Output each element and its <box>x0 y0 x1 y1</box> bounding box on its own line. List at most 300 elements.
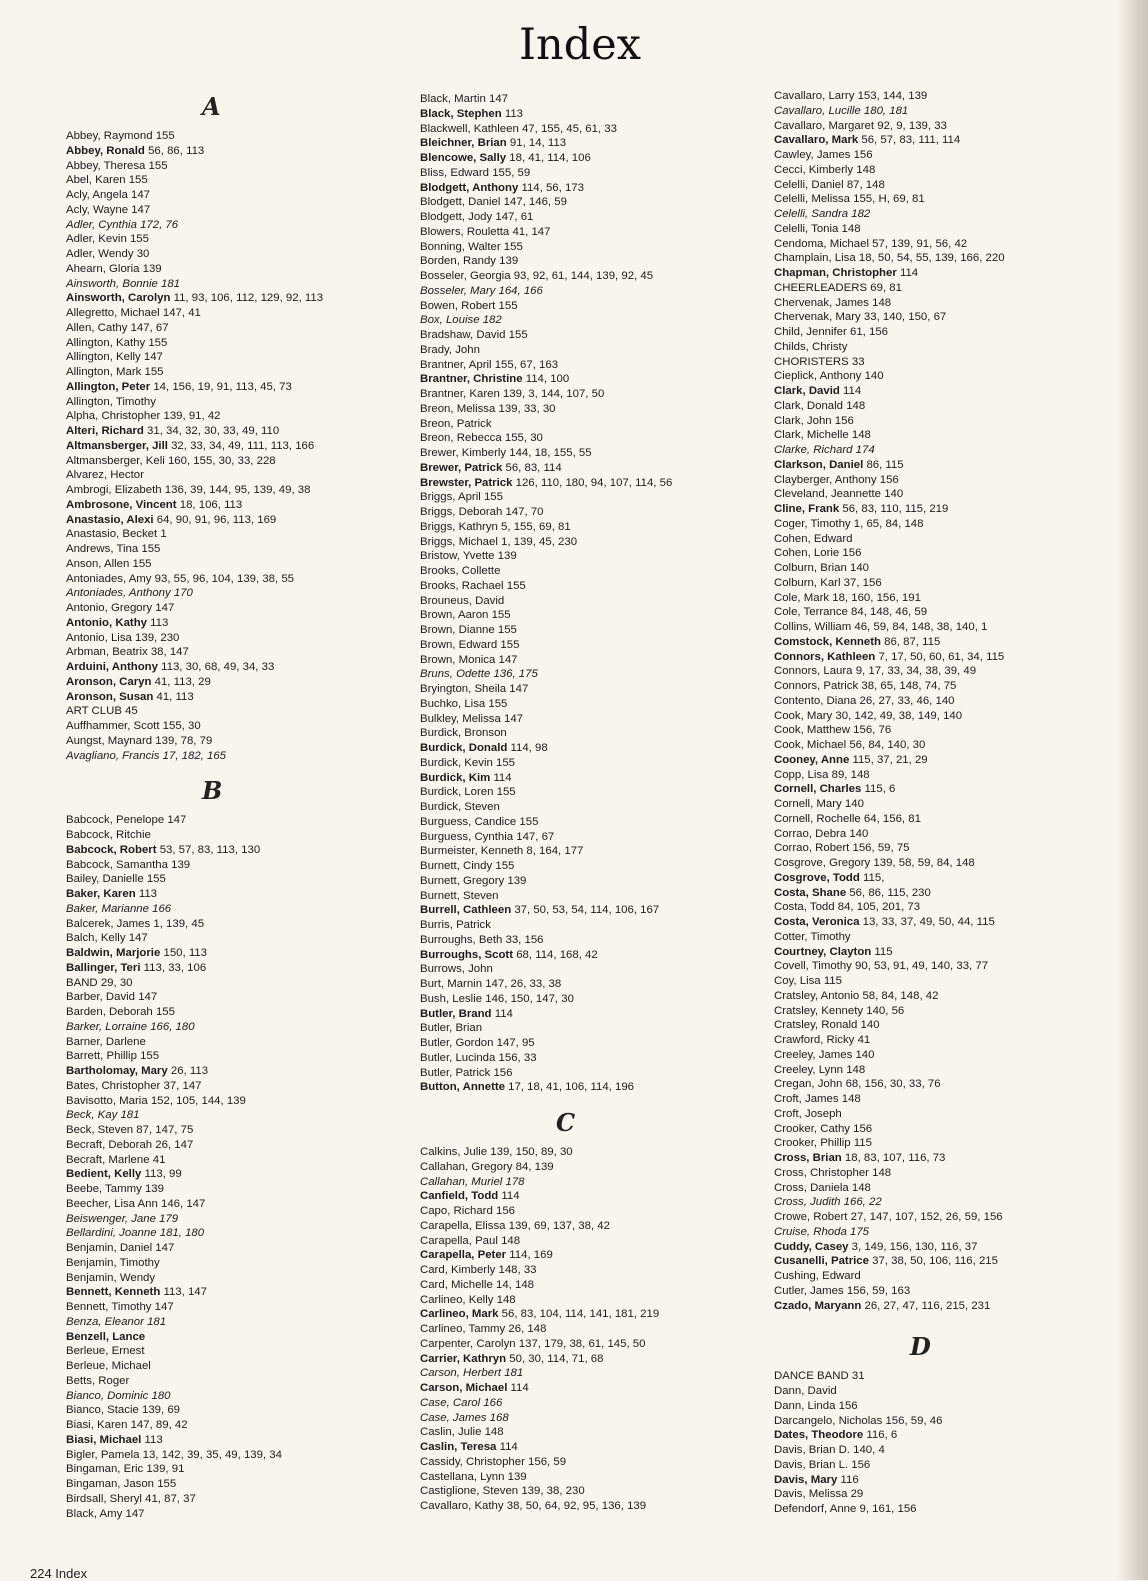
index-entry <box>420 1036 765 1051</box>
entry-name: Celelli, Sandra <box>774 208 849 220</box>
index-entry <box>774 576 1119 591</box>
index-entry <box>66 277 411 292</box>
entry-pages: 18, 50, 54, 55, 139, 166, 220 <box>858 252 1005 265</box>
index-entry <box>66 946 411 961</box>
index-entry <box>420 667 765 682</box>
index-entry <box>66 173 411 188</box>
entry-name: Cavallaro, Kathy <box>420 1500 504 1512</box>
index-entry <box>66 660 411 675</box>
entry-name: Beecher, Lisa Ann <box>66 1197 158 1210</box>
index-entry <box>420 1204 765 1219</box>
index-entry <box>774 487 1119 502</box>
entry-pages: 18, 106, 113 <box>179 498 243 511</box>
entry-pages: 56, 86, 113 <box>148 144 205 157</box>
entry-name: Crawford, Ricky <box>774 1034 855 1046</box>
index-entry <box>420 92 765 107</box>
entry-name: Case, Carol <box>420 1396 481 1409</box>
index-entry <box>774 502 1119 517</box>
entry-name: Coger, Timothy <box>774 517 851 530</box>
entry-name: Aungst, Maynard <box>66 734 153 747</box>
index-entry <box>420 1440 765 1455</box>
entry-name: Box, Louise <box>420 314 480 327</box>
entry-name: Bigler, Pamela <box>66 1448 140 1461</box>
entry-name: Covell, Timothy <box>774 960 852 973</box>
entry-name: Clark, David <box>774 385 840 397</box>
index-entry <box>420 1007 765 1022</box>
index-entry <box>420 151 765 166</box>
entry-name: Ballinger, Teri <box>66 961 141 974</box>
index-entry <box>420 1145 765 1160</box>
index-entry <box>66 917 411 932</box>
index-entry <box>66 675 411 690</box>
entry-pages: 155 <box>129 233 149 246</box>
index-entry <box>66 365 411 380</box>
entry-pages: 115 <box>853 1137 872 1150</box>
entry-pages: 37, 156 <box>843 576 882 589</box>
entry-pages: 153, 144, 139 <box>857 90 928 102</box>
entry-name: Burrows, John <box>420 963 493 976</box>
entry-name: Child, Jennifer <box>774 326 847 338</box>
index-entry <box>66 1359 411 1374</box>
entry-name: Bush, Leslie <box>420 992 483 1005</box>
index-entry <box>66 734 411 749</box>
entry-pages: 139 <box>171 858 191 871</box>
index-entry <box>774 473 1119 488</box>
entry-pages: 148 <box>856 163 876 176</box>
entry-name: Acly, Angela <box>66 189 128 201</box>
entry-name: Babcock, Robert <box>66 843 157 856</box>
entry-pages: 113 <box>144 1433 163 1446</box>
index-entry <box>774 1166 1119 1181</box>
entry-pages: 114 <box>899 267 919 279</box>
index-entry <box>66 1285 411 1300</box>
entry-name: Baker, Marianne <box>66 902 149 915</box>
index-entry <box>420 1263 765 1278</box>
entry-pages: 137, 179, 38, 61, 145, 50 <box>518 1337 646 1350</box>
entry-name: Carapella, Paul <box>420 1234 498 1247</box>
entry-pages: 155 <box>155 1006 175 1018</box>
entry-pages: 115, 37, 21, 29 <box>852 753 928 766</box>
entry-pages: 13, 142, 39, 35, 49, 139, 34 <box>142 1448 282 1461</box>
entry-name: Celelli, Tonia <box>774 222 839 235</box>
entry-name: Carapella, Peter <box>420 1249 507 1262</box>
entry-pages: 168 <box>489 1411 509 1424</box>
entry-name: Cavallaro, Margaret <box>774 119 875 132</box>
index-entry <box>774 163 1119 178</box>
index-entry <box>66 704 411 719</box>
entry-pages: 147 <box>155 1242 175 1254</box>
entry-name: Bavisotto, Maria <box>66 1094 148 1107</box>
entry-pages: 156 <box>879 473 899 486</box>
entry-name: Connors, Laura <box>774 665 853 678</box>
index-entry <box>66 232 411 247</box>
entry-name: Breon, Melissa <box>420 402 496 415</box>
page-title: Index <box>519 20 641 70</box>
entry-pages: 114, 169 <box>509 1249 553 1262</box>
entry-name: Blencowe, Sally <box>420 152 507 164</box>
index-entry <box>774 207 1119 222</box>
entry-name: Clarke, Richard <box>774 444 853 456</box>
entry-pages: 147, 70 <box>505 506 544 518</box>
entry-pages: 11, 93, 106, 112, 129, 92, 113 <box>173 292 324 305</box>
entry-pages: 148 <box>851 429 871 442</box>
entry-pages: 155 <box>146 873 166 886</box>
entry-pages: 41, 113, 29 <box>154 675 211 688</box>
entry-pages: 146, 150, 147, 30 <box>485 992 574 1005</box>
entry-name: Czado, Maryann <box>774 1299 862 1312</box>
entry-pages: 156 <box>853 149 873 161</box>
entry-pages: 156 <box>838 1399 858 1412</box>
entry-name: Cohen, Lorie <box>774 547 840 560</box>
entry-name: Auffhammer, Scott <box>66 720 160 732</box>
entry-name: Courtney, Clayton <box>774 945 872 958</box>
entry-pages: 139, 69 <box>142 1404 181 1417</box>
entry-name: Crowe, Robert <box>774 1211 848 1223</box>
entry-name: Abbey, Theresa <box>66 159 146 172</box>
index-entry <box>66 424 411 439</box>
entry-pages: 148 <box>501 1234 521 1247</box>
entry-name: Altmansberger, Keli <box>66 454 165 467</box>
entry-name: Bartholomay, Mary <box>66 1065 168 1077</box>
index-entry <box>774 369 1119 384</box>
index-entry <box>774 1195 1119 1210</box>
entry-name: Burguess, Candice <box>420 815 517 828</box>
index-entry <box>66 306 411 321</box>
entry-name: Bianco, Stacie <box>66 1404 139 1417</box>
entry-pages: 64, 90, 91, 96, 113, 169 <box>156 513 277 526</box>
entry-name: Bailey, Danielle <box>66 873 144 886</box>
entry-name: Crooker, Cathy <box>774 1122 850 1135</box>
index-entry <box>774 620 1119 635</box>
index-entry <box>66 961 411 976</box>
entry-name: Brown, Aaron <box>420 609 489 622</box>
entry-name: Briggs, Deborah <box>420 506 503 518</box>
index-entry <box>420 269 765 284</box>
index-entry <box>420 1322 765 1337</box>
index-entry <box>774 1048 1119 1063</box>
entry-name: Butler, Brand <box>420 1007 492 1020</box>
entry-pages: 155 <box>500 638 520 651</box>
index-entry <box>774 1240 1119 1255</box>
entry-pages: 114 <box>494 1007 513 1020</box>
entry-name: Bruns, Odette <box>420 668 491 681</box>
entry-name: Burdick, Kim <box>420 771 491 784</box>
entry-pages: 84, 105, 201, 73 <box>837 901 921 914</box>
entry-name: Cornell, Rochelle <box>774 812 861 825</box>
index-entry <box>774 664 1119 679</box>
entry-name: Berleue, Michael <box>66 1360 151 1372</box>
entry-pages: 86, 87, 115 <box>884 635 941 648</box>
entry-pages: 148 <box>496 1293 516 1306</box>
entry-pages: 148, 33 <box>498 1264 537 1276</box>
entry-name: Bleichner, Brian <box>420 137 507 150</box>
entry-pages: 182 <box>851 208 871 220</box>
entry-pages: 41, 147 <box>512 225 551 238</box>
index-entry <box>774 723 1119 738</box>
entry-pages: 181 <box>120 1109 140 1122</box>
index-entry <box>66 645 411 660</box>
entry-pages: 140 <box>844 798 864 810</box>
index-entry <box>420 136 765 151</box>
index-entry <box>420 166 765 181</box>
entry-pages: 155, 30 <box>504 432 543 445</box>
entry-name: Burris, Patrick <box>420 919 491 931</box>
entry-name: Clark, Michelle <box>774 429 849 442</box>
entry-name: Chervenak, James <box>774 296 869 309</box>
entry-name: Connors, Kathleen <box>774 650 876 663</box>
entry-name: Black, Stephen <box>420 107 502 120</box>
index-entry <box>66 1256 411 1271</box>
index-entry <box>420 107 765 122</box>
entry-name: Costa, Shane <box>774 886 847 899</box>
entry-name: Cregan, John <box>774 1078 843 1091</box>
entry-name: Card, Kimberly <box>420 1264 496 1276</box>
entry-name: Buchko, Lisa <box>420 697 486 710</box>
entry-name: Bowen, Robert <box>420 299 496 312</box>
entry-pages: 155 <box>497 624 517 636</box>
index-entry <box>66 843 411 858</box>
entry-pages: 150, 113 <box>163 947 207 959</box>
index-entry <box>774 148 1119 163</box>
entry-name: Burnett, Gregory <box>420 874 505 887</box>
index-entry <box>66 1389 411 1404</box>
index-entry <box>420 726 765 741</box>
index-entry <box>774 1487 1119 1502</box>
entry-pages: 174 <box>855 444 875 456</box>
entry-name: Blodgett, Daniel <box>420 196 501 209</box>
entry-pages: 155 <box>498 299 518 312</box>
index-entry <box>774 89 1119 104</box>
entry-pages: 160, 155, 30, 33, 228 <box>167 454 276 467</box>
entry-pages: 26, 113 <box>170 1065 209 1077</box>
entry-pages: 9, 161, 156 <box>859 1503 917 1515</box>
section-letter-d: D <box>910 1332 931 1362</box>
entry-pages: 166 <box>483 1396 503 1409</box>
entry-pages: 53, 57, 83, 113, 130 <box>159 843 261 856</box>
entry-pages: 147, 89, 42 <box>130 1419 188 1431</box>
index-entry <box>66 990 411 1005</box>
entry-pages: 155 <box>508 329 528 341</box>
entry-name: Bosseler, Georgia <box>420 270 511 282</box>
index-entry <box>66 931 411 946</box>
entry-name: Alvarez, Hector <box>66 469 144 482</box>
entry-pages: 139, 69, 137, 38, 42 <box>508 1219 610 1232</box>
index-entry <box>66 454 411 469</box>
index-entry <box>774 650 1119 665</box>
entry-name: Barber, David <box>66 991 136 1004</box>
entry-name: Cook, Michael <box>774 739 847 751</box>
entry-name: Cavallaro, Larry <box>774 90 855 102</box>
index-entry <box>774 251 1119 266</box>
entry-name: Burmeister, Kenneth <box>420 845 524 858</box>
index-entry <box>420 771 765 786</box>
entry-name: Beiswenger, Jane <box>66 1212 156 1225</box>
index-entry <box>66 858 411 873</box>
index-entry <box>774 222 1119 237</box>
entry-name: Brown, Dianne <box>420 624 495 636</box>
entry-name: Ainsworth, Carolyn <box>66 292 171 305</box>
index-entry <box>774 1414 1119 1429</box>
entry-pages: 113 <box>150 616 169 629</box>
entry-name: Calkins, Julie <box>420 1146 488 1158</box>
entry-pages: 113 <box>138 888 157 900</box>
index-entry <box>774 591 1119 606</box>
entry-pages: 139, 3, 144, 107, 50 <box>502 388 605 400</box>
entry-pages: 115 <box>874 945 893 958</box>
entry-pages: 37, 147 <box>163 1079 202 1092</box>
entry-name: Blackwell, Kathleen <box>420 122 519 135</box>
index-entry <box>420 1021 765 1036</box>
index-entry <box>420 815 765 830</box>
entry-pages: 155 <box>155 130 175 142</box>
index-entry <box>66 1153 411 1168</box>
entry-pages: 57, 139, 91, 56, 42 <box>872 237 968 250</box>
index-entry <box>774 237 1119 252</box>
entry-pages: 27, 147, 107, 152, 26, 59, 156 <box>850 1211 1003 1223</box>
index-entry <box>420 210 765 225</box>
entry-name: Bianco, Dominic <box>66 1389 149 1402</box>
entry-pages: 26, 27, 47, 116, 215, 231 <box>864 1299 991 1312</box>
index-entry <box>66 291 411 306</box>
entry-name: Davis, Melissa <box>774 1488 848 1501</box>
entry-pages: 89, 148 <box>831 768 870 781</box>
entry-pages: 84, 139 <box>515 1160 554 1173</box>
index-entry <box>66 749 411 764</box>
entry-pages: 148 <box>872 296 892 309</box>
index-entry <box>66 1182 411 1197</box>
entry-name: Burguess, Cynthia <box>420 830 514 843</box>
entry-name: Burroughs, Scott <box>420 948 514 961</box>
entry-name: Castellana, Lynn <box>420 1470 505 1483</box>
entry-pages: 146, 147 <box>161 1197 206 1210</box>
entry-name: Clarkson, Daniel <box>774 458 864 471</box>
index-entry <box>66 1226 411 1241</box>
entry-name: Coy, Lisa <box>774 975 821 987</box>
entry-pages: 155 <box>144 366 164 378</box>
entry-name: Baldwin, Marjorie <box>66 947 161 959</box>
entry-pages: 155 <box>141 543 161 555</box>
entry-name: Button, Annette <box>420 1081 505 1094</box>
index-entry <box>66 380 411 395</box>
entry-name: Burdick, Steven <box>420 801 500 813</box>
entry-name: Bliss, Edward <box>420 166 490 179</box>
entry-pages: 68, 156, 30, 33, 76 <box>845 1078 941 1091</box>
index-entry <box>420 874 765 889</box>
entry-pages: 29, 30 <box>100 976 133 989</box>
entry-name: Cline, Frank <box>774 503 840 515</box>
entry-pages: 139, 78, 79 <box>155 734 213 747</box>
index-entry <box>420 1219 765 1234</box>
index-entry <box>774 1399 1119 1414</box>
entry-pages: 61, 156 <box>849 326 888 338</box>
entry-pages: 26, 147 <box>155 1138 194 1151</box>
entry-name: Aronson, Susan <box>66 690 154 703</box>
entry-pages: 155 <box>148 159 168 172</box>
index-entry <box>420 859 765 874</box>
entry-pages: 90, 53, 91, 49, 140, 33, 77 <box>855 960 989 973</box>
entry-name: Cuddy, Casey <box>774 1240 849 1253</box>
entry-name: Abbey, Ronald <box>66 144 145 157</box>
index-entry <box>66 1197 411 1212</box>
index-entry <box>420 240 765 255</box>
index-entry <box>420 372 765 387</box>
entry-pages: 147 <box>125 1507 145 1520</box>
index-entry <box>420 490 765 505</box>
entry-name: Brewer, Kimberly <box>420 447 507 459</box>
entry-pages: 115 <box>823 975 842 987</box>
entry-name: Creeley, James <box>774 1048 853 1061</box>
entry-pages: 114 <box>501 1190 520 1203</box>
index-entry <box>66 631 411 646</box>
entry-pages: 37, 50, 53, 54, 114, 106, 167 <box>514 904 660 917</box>
entry-name: Butler, Lucinda <box>420 1051 496 1064</box>
entry-name: Becraft, Marlene <box>66 1153 150 1166</box>
index-entry <box>420 697 765 712</box>
entry-name: Burt, Marnin <box>420 978 483 990</box>
entry-pages: 155 <box>503 240 523 253</box>
index-entry <box>420 800 765 815</box>
index-entry <box>420 608 765 623</box>
entry-name: Butler, Patrick <box>420 1066 491 1079</box>
entry-name: Antonio, Kathy <box>66 616 147 629</box>
entry-pages: 18, 41, 114, 106 <box>509 152 591 164</box>
entry-pages: 164, 166 <box>498 284 543 297</box>
index-entry <box>66 350 411 365</box>
entry-name: Black, Martin <box>420 93 486 105</box>
index-column-3 <box>774 89 1119 1517</box>
index-entry <box>774 1107 1119 1122</box>
entry-pages: 156, 76 <box>853 724 892 737</box>
index-entry <box>66 1241 411 1256</box>
index-entry <box>66 1477 411 1492</box>
entry-name: Cratsley, Ronald <box>774 1019 858 1032</box>
entry-name: Babcock, Penelope <box>66 814 165 827</box>
index-entry <box>66 1492 411 1507</box>
entry-name: Carrier, Kathryn <box>420 1352 507 1365</box>
entry-pages: 148 <box>872 1166 892 1179</box>
index-entry <box>774 768 1119 783</box>
entry-pages: 178 <box>505 1175 525 1188</box>
index-entry <box>420 476 765 491</box>
index-entry <box>774 517 1119 532</box>
entry-name: Cole, Terrance <box>774 606 848 619</box>
index-entry <box>774 856 1119 871</box>
index-entry <box>774 797 1119 812</box>
index-entry <box>66 1167 411 1182</box>
index-entry <box>774 1443 1119 1458</box>
entry-name: Allington, Mark <box>66 366 142 378</box>
entry-name: Blodgett, Jody <box>420 211 493 223</box>
entry-name: Carpenter, Carolyn <box>420 1337 516 1350</box>
entry-name: Cushing, Edward <box>774 1270 861 1282</box>
entry-pages: 147 <box>128 932 148 945</box>
index-entry <box>774 104 1119 119</box>
entry-pages: 155 <box>483 491 503 504</box>
index-entry <box>774 1181 1119 1196</box>
entry-pages: 8, 164, 177 <box>526 845 584 858</box>
index-entry <box>66 527 411 542</box>
index-entry <box>774 1092 1119 1107</box>
entry-pages: 147, 41 <box>162 307 201 319</box>
entry-pages: 144, 18, 155, 55 <box>509 447 592 459</box>
entry-name: Clark, Donald <box>774 399 844 412</box>
index-entry <box>774 1269 1119 1284</box>
index-entry <box>420 328 765 343</box>
entry-name: Adler, Cynthia <box>66 218 137 231</box>
entry-name: Barden, Deborah <box>66 1006 153 1018</box>
entry-name: Croft, Joseph <box>774 1107 842 1120</box>
entry-name: Bosseler, Mary <box>420 284 496 297</box>
